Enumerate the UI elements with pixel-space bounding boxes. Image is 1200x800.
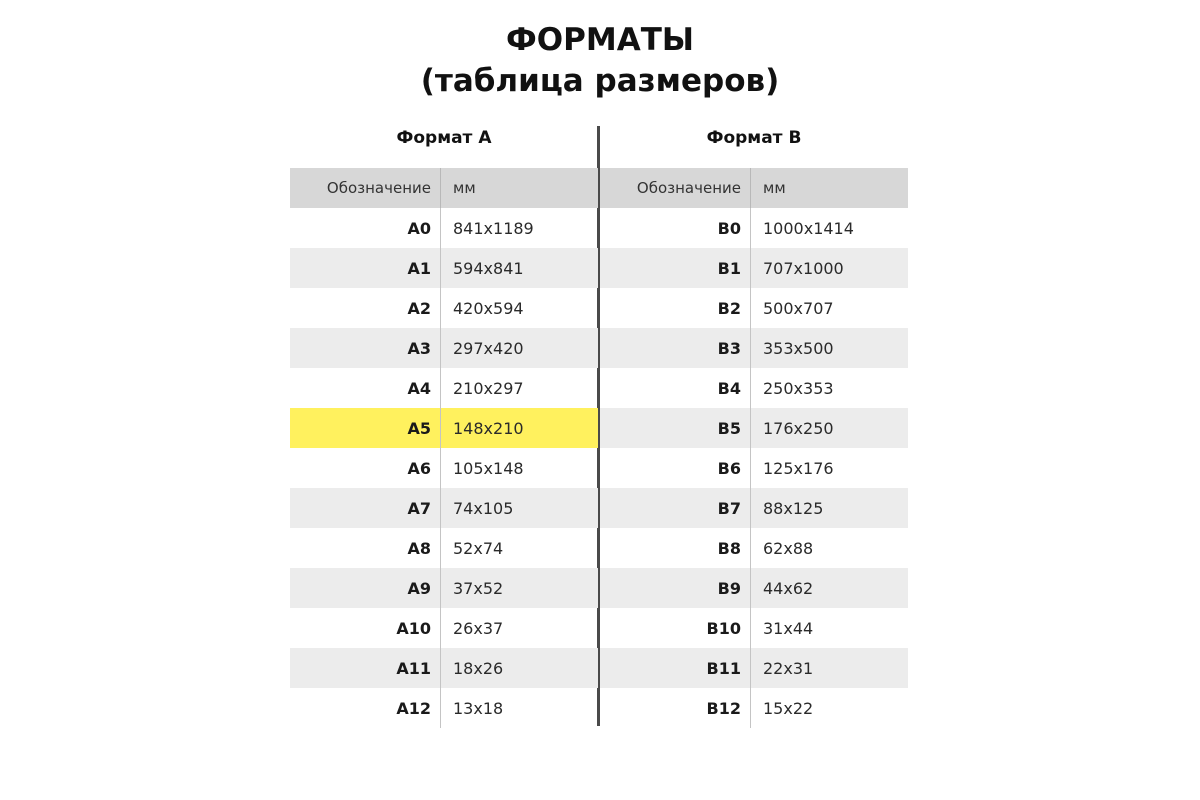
header-mm: мм	[440, 168, 598, 208]
table-row	[600, 288, 908, 328]
format-size-mm: 26x37	[440, 608, 598, 648]
table-row	[290, 248, 598, 288]
format-size-mm: 297x420	[440, 328, 598, 368]
format-designation: B12	[706, 698, 741, 718]
format-designation: A3	[407, 338, 431, 358]
table-row	[290, 608, 598, 648]
table-row	[600, 408, 908, 448]
format-size-mm: 44x62	[750, 568, 908, 608]
format-designation: A6	[407, 458, 431, 478]
table-row	[600, 248, 908, 288]
format-designation: B8	[717, 538, 741, 558]
table-row	[600, 448, 908, 488]
format-designation: A4	[407, 378, 431, 398]
format-size-mm: 1000x1414	[750, 208, 908, 248]
format-designation: A9	[407, 578, 431, 598]
table-row	[290, 568, 598, 608]
table-row	[600, 368, 908, 408]
format-size-mm: 420x594	[440, 288, 598, 328]
table-row	[600, 648, 908, 688]
format-designation: A10	[396, 618, 431, 638]
format-designation: B4	[717, 378, 741, 398]
format-size-mm: 62x88	[750, 528, 908, 568]
format-designation: A11	[396, 658, 431, 678]
format-designation: A0	[407, 218, 431, 238]
table-row	[290, 288, 598, 328]
format-size-mm: 841x1189	[440, 208, 598, 248]
table-row	[290, 688, 598, 728]
format-designation: B5	[717, 418, 741, 438]
format-designation: A12	[396, 698, 431, 718]
format-size-mm: 105x148	[440, 448, 598, 488]
table-row	[600, 328, 908, 368]
format-designation: B6	[717, 458, 741, 478]
format-designation: A7	[407, 498, 431, 518]
format-designation: A5	[407, 418, 431, 438]
format-size-mm: 22x31	[750, 648, 908, 688]
format-designation: B7	[717, 498, 741, 518]
table-row	[290, 208, 598, 248]
format-designation: A8	[407, 538, 431, 558]
table-row	[600, 688, 908, 728]
format-size-mm: 125x176	[750, 448, 908, 488]
page-subtitle: (таблица размеров)	[420, 63, 780, 99]
format-designation: B2	[717, 298, 741, 318]
table-row	[290, 328, 598, 368]
header-mm: мм	[750, 168, 908, 208]
table-row	[600, 528, 908, 568]
format-size-mm: 500x707	[750, 288, 908, 328]
format-size-mm: 74x105	[440, 488, 598, 528]
format-designation: B3	[717, 338, 741, 358]
format-designation: A2	[407, 298, 431, 318]
table-row	[290, 488, 598, 528]
format-size-mm: 15x22	[750, 688, 908, 728]
format-designation: B0	[717, 218, 741, 238]
table-row	[290, 528, 598, 568]
format-a-table	[290, 168, 598, 728]
header-designation: Обозначение	[326, 179, 431, 197]
table-row	[600, 488, 908, 528]
header-designation: Обозначение	[636, 179, 741, 197]
format-b-table	[600, 168, 908, 728]
format-size-mm: 88x125	[750, 488, 908, 528]
table-row	[290, 448, 598, 488]
table-row	[600, 568, 908, 608]
format-designation: B10	[706, 618, 741, 638]
table-header-row	[600, 168, 908, 208]
format-size-mm: 353x500	[750, 328, 908, 368]
format-size-mm: 18x26	[440, 648, 598, 688]
page-title: ФОРМАТЫ	[506, 22, 694, 58]
table-row	[600, 608, 908, 648]
format-size-mm: 250x353	[750, 368, 908, 408]
format-b-heading: Формат В	[706, 128, 802, 148]
format-size-mm: 37x52	[440, 568, 598, 608]
table-row	[290, 648, 598, 688]
table-row	[290, 408, 598, 448]
format-a-heading: Формат А	[396, 128, 492, 148]
format-designation: A1	[407, 258, 431, 278]
format-size-mm: 210x297	[440, 368, 598, 408]
format-size-mm: 13x18	[440, 688, 598, 728]
table-row	[290, 368, 598, 408]
format-size-mm: 594x841	[440, 248, 598, 288]
format-designation: B11	[706, 658, 741, 678]
format-size-mm: 176x250	[750, 408, 908, 448]
table-header-row	[290, 168, 598, 208]
format-designation: B9	[717, 578, 741, 598]
format-size-mm: 31x44	[750, 608, 908, 648]
format-designation: B1	[717, 258, 741, 278]
format-size-mm: 707x1000	[750, 248, 908, 288]
format-size-mm: 52x74	[440, 528, 598, 568]
format-size-mm: 148x210	[440, 408, 598, 448]
table-row	[600, 208, 908, 248]
